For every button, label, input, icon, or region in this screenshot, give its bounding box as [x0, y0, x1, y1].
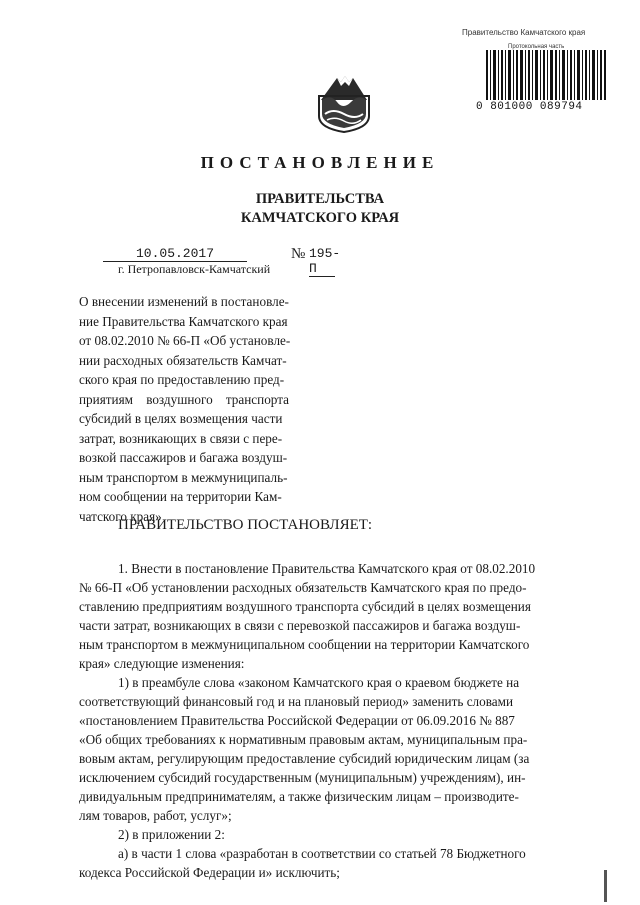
heading-line: ского края по предоставлению пред-	[79, 372, 285, 387]
stamp-organization: Правительство Камчатского края	[462, 28, 586, 37]
body-line: части затрат, возникающих в связи с перевозкой пассажиров и багажа воздуш-	[79, 618, 521, 633]
heading-line: чатского края»	[79, 508, 162, 524]
body-line: 2) в приложении 2:	[118, 827, 225, 842]
body-line: соответствующий финансовый год и на плановый период» заменить словами	[79, 694, 514, 709]
heading-line: затрат, возникающих в связи с пере-	[79, 430, 283, 446]
heading-line: возкой пассажиров и багажа воздуш-	[79, 450, 288, 465]
body-line: дивидуальным предпринимателям, а также физическим лицам – производите-	[79, 789, 519, 804]
body-line: 1. Внести в постановление Правительства Камчатского края от 08.02.2010	[118, 561, 536, 576]
body-line: № 66-П «Об установлении расходных обязательств Камчатского края по предо-	[79, 580, 527, 595]
document-number: 195-П	[309, 246, 341, 276]
document-title: ПОСТАНОВЛЕНИЕ	[200, 153, 440, 172]
document-date: 10.05.2017	[103, 246, 247, 262]
scan-edge-mark	[604, 870, 607, 902]
body-line: «Об общих требованиях к нормативным правовым актам, муниципальным пра-	[79, 732, 528, 747]
heading-line: от 08.02.2010 № 66-П «Об установле-	[79, 333, 291, 348]
number-label: №	[291, 246, 306, 262]
body-line: «постановлением Правительства Российской Федерации от 06.09.2016 № 887	[79, 713, 515, 728]
body-line: кодекса Российской Федерации и» исключить;	[79, 865, 340, 880]
heading-line: субсидий в целях возмещения части	[79, 411, 283, 426]
body-line: 1) в преамбуле слова «законом Камчатского края о краевом бюджете на	[118, 675, 520, 690]
heading-line: ние Правительства Камчатского края	[79, 313, 288, 329]
heading-line: приятиям воздушного транспорта	[79, 391, 289, 407]
body-line: вовым актам, регулирующим предоставление субсидий юридическим лицам (за	[79, 751, 530, 766]
subtitle-line: ПРАВИТЕЛЬСТВА	[255, 191, 385, 207]
body-line: а) в части 1 слова «разработан в соответствии со статьей 78 Бюджетного	[118, 846, 526, 861]
decree-statement: ПРАВИТЕЛЬСТВО ПОСТАНОВЛЯЕТ:	[118, 517, 373, 533]
document-subtitle	[0, 190, 640, 228]
heading-line: ным транспортом в межмуниципаль-	[79, 469, 288, 485]
kamchatka-emblem-icon	[313, 66, 375, 134]
body-line: лям товаров, работ, услуг»;	[79, 808, 232, 823]
document-body	[79, 559, 599, 882]
document-heading	[79, 292, 335, 526]
heading-line: нии расходных обязательств Камчат-	[79, 352, 287, 368]
barcode-icon	[486, 50, 606, 100]
heading-line: ном сообщении на территории Кам-	[79, 489, 282, 504]
body-line: ным транспортом в межмуниципальном сообщении на территории Камчатского	[79, 637, 530, 652]
stamp-part-label: Протокольная часть	[508, 44, 565, 50]
heading-line: О внесении изменений в постановле-	[79, 294, 289, 309]
body-line: исключением субсидий государственным (муниципальным) учреждениям), ин-	[79, 770, 526, 785]
subtitle-line: КАМЧАТСКОГО КРАЯ	[240, 210, 400, 226]
body-line: ставлению предприятиям воздушного транспорта субсидий в целях возмещения	[79, 599, 531, 614]
barcode-number: 0 801000 089794	[476, 101, 583, 113]
document-city: г. Петропавловск-Камчатский	[118, 262, 271, 276]
body-line: края» следующие изменения:	[79, 656, 245, 671]
